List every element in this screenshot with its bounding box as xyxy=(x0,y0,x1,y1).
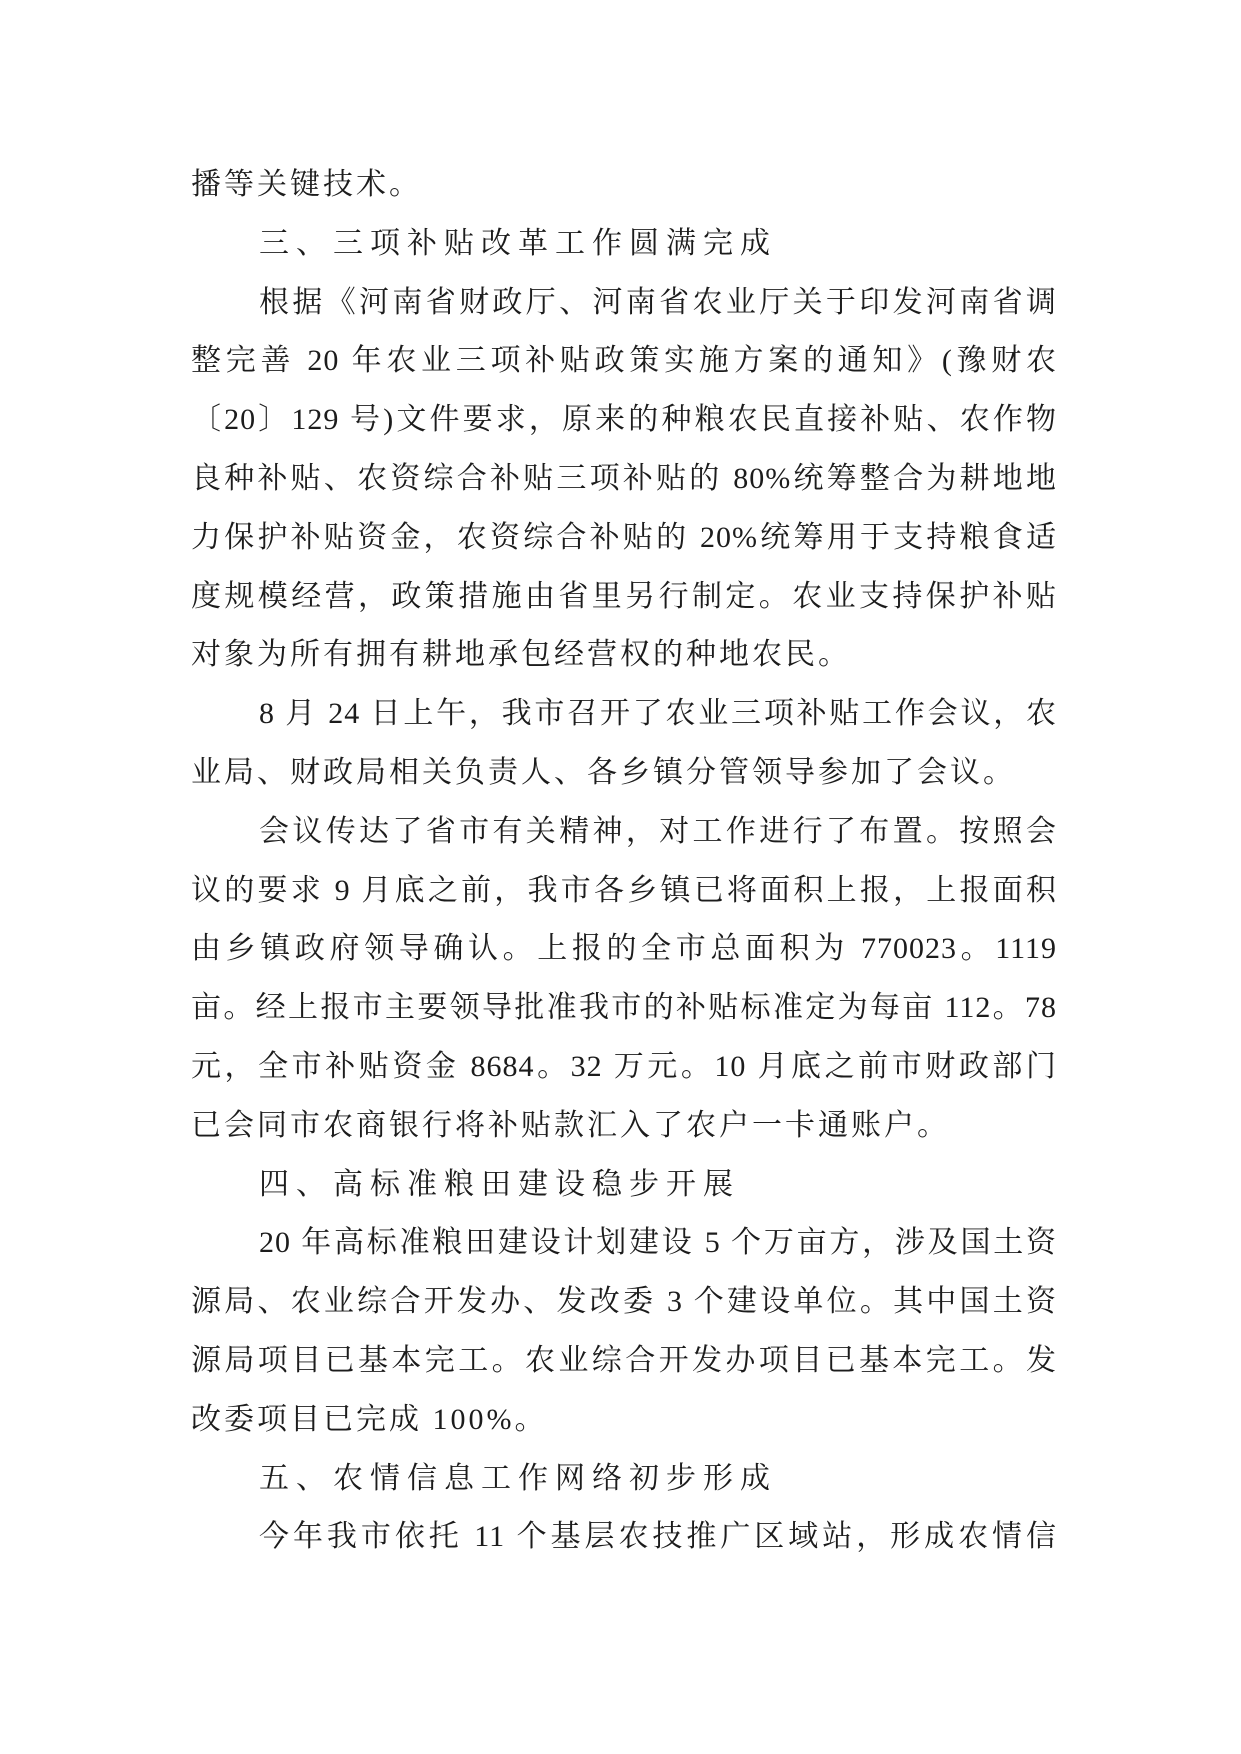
text-line: 会议传达了省市有关精神，对工作进行了布置。按照会 xyxy=(259,814,1057,848)
heading-line: 三、三项补贴改革工作圆满完成 xyxy=(259,226,777,260)
text-line: 议的要求 9 月底之前，我市各乡镇已将面积上报，上报面积 xyxy=(191,873,1057,907)
paragraph xyxy=(191,685,1057,803)
text-line: 良种补贴、农资综合补贴三项补贴的 80%统筹整合为耕地地 xyxy=(191,461,1057,495)
text-line: 源局项目已基本完工。农业综合开发办项目已基本完工。发 xyxy=(191,1343,1057,1377)
section-heading xyxy=(191,215,1057,274)
section-heading xyxy=(191,1156,1057,1215)
text-line: 由乡镇政府领导确认。上报的全市总面积为 770023。1119 xyxy=(191,932,1057,966)
paragraph xyxy=(191,1508,1057,1567)
text-line: 度规模经营，政策措施由省里另行制定。农业支持保护补贴 xyxy=(191,579,1057,613)
text-line: 8 月 24 日上午，我市召开了农业三项补贴工作会议，农 xyxy=(259,697,1057,731)
document-page xyxy=(191,156,1057,1567)
heading-line: 五、农情信息工作网络初步形成 xyxy=(259,1461,777,1495)
text-line: 20 年高标准粮田建设计划建设 5 个万亩方，涉及国土资 xyxy=(259,1226,1057,1260)
text-line: 〔20〕129 号)文件要求，原来的种粮农民直接补贴、农作物 xyxy=(191,403,1057,437)
text-line: 源局、农业综合开发办、发改委 3 个建设单位。其中国土资 xyxy=(191,1285,1057,1319)
text-line: 整完善 20 年农业三项补贴政策实施方案的通知》(豫财农 xyxy=(191,344,1057,378)
paragraph xyxy=(191,1214,1057,1449)
paragraph xyxy=(191,156,1057,215)
paragraph xyxy=(191,274,1057,686)
text-line: 根据《河南省财政厅、河南省农业厅关于印发河南省调 xyxy=(259,285,1057,319)
text-line: 对象为所有拥有耕地承包经营权的种地农民。 xyxy=(191,638,851,672)
text-line: 元，全市补贴资金 8684。32 万元。10 月底之前市财政部门 xyxy=(191,1049,1057,1083)
text-line: 力保护补贴资金，农资综合补贴的 20%统筹用于支持粮食适 xyxy=(191,520,1057,554)
text-line: 亩。经上报市主要领导批准我市的补贴标准定为每亩 112。78 xyxy=(191,991,1057,1025)
heading-line: 四、高标准粮田建设稳步开展 xyxy=(259,1167,740,1201)
section-heading xyxy=(191,1450,1057,1509)
paragraph xyxy=(191,803,1057,1156)
text-line: 播等关键技术。 xyxy=(191,168,422,201)
text-line: 已会同市农商银行将补贴款汇入了农户一卡通账户。 xyxy=(191,1108,950,1142)
text-line: 今年我市依托 11 个基层农技推广区域站，形成农情信 xyxy=(259,1520,1057,1554)
text-line: 业局、财政局相关负责人、各乡镇分管领导参加了会议。 xyxy=(191,755,1016,789)
text-line: 改委项目已完成 100%。 xyxy=(191,1402,548,1436)
